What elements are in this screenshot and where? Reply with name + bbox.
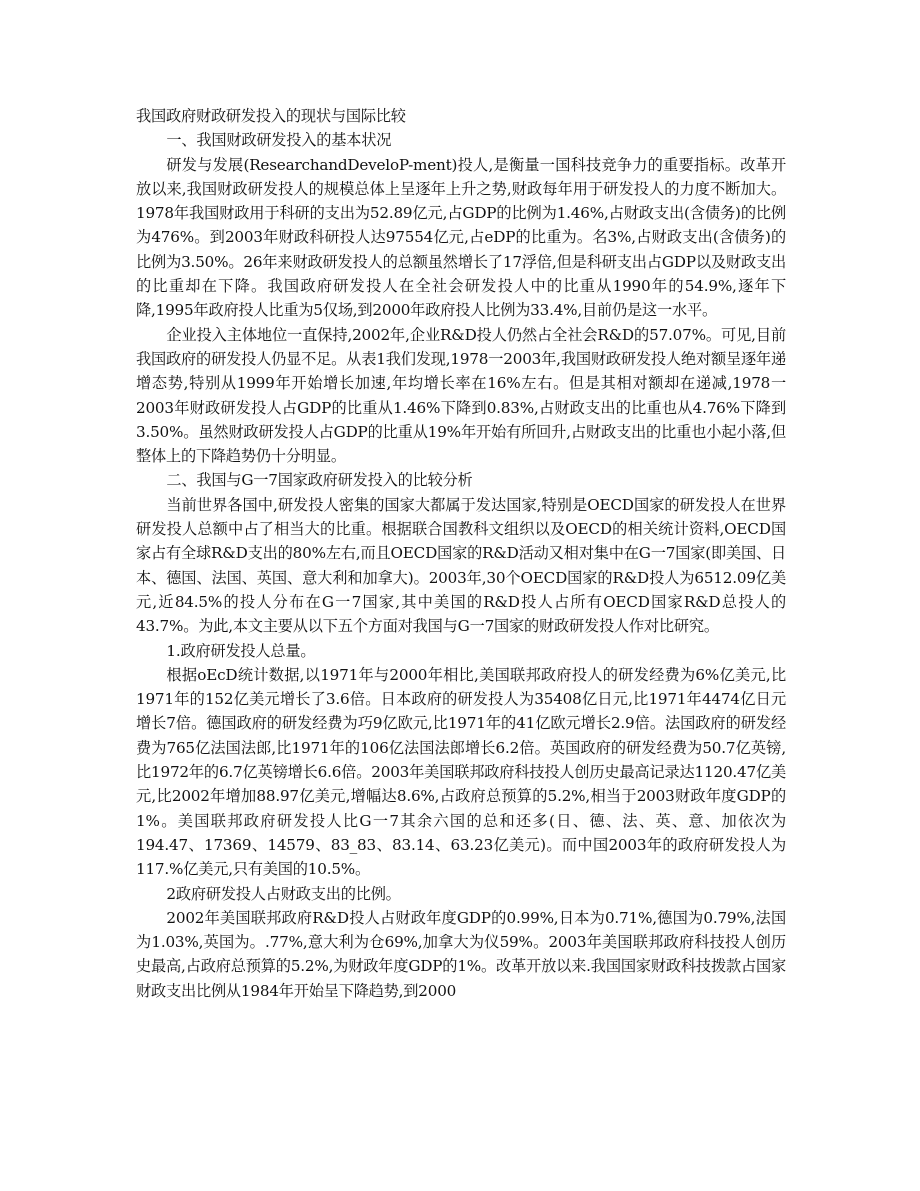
section-heading-1: 一、我国财政研发投入的基本状况 (166, 131, 392, 150)
paragraph-2: 企业投入主体地位一直保持,2002年,企业R&D投人仍然占全社会R&D的57.07%。可见,目前我国政府的研发投人仍显不足。从表1我们发现,1978一2003年,我国财政研发投人绝对额呈逐年递增态势,特别从1999年开始增长加速,年均增长率在16%左右。但是其相对额却在递减,1978一2003年财政研发投人占GDP的比重从1.46%下降到0.83%,占财政支出的比重也从4.76%下降到3.50%。虽然财政研发投人占GDP的比重从19%年开始有所回升,占财政支出的比重也小起小落,但整体上的下降趋势仍十分明显。 (136, 325, 786, 466)
document-page (136, 104, 786, 1003)
paragraph-3: 当前世界各国中,研发投人密集的国家大都属于发达国家,特别是OECD国家的研发投人在世界研发投人总额中占了相当大的比重。根据联合国教科文组织以及OECD的相关统计资料,OECD国家占有全球R&D支出的80%左右,而且OECD国家的R&D活动又相对集中在G一7国家(即美国、日本、德国、法国、英国、意大利和加拿大)。2003年,30个OECD国家的R&D投人为6512.09亿美元,近84.5%的投人分布在G一7国家,其中美国的R&D投人占所有OECD国家R&D总投人的43.7%。为此,本文主要从以下五个方面对我国与G一7国家的财政研发投人作对比研究。 (136, 495, 786, 636)
paragraph-5: 2002年美国联邦政府R&D投人占财政年度GDP的0.99%,日本为0.71%,德国为0.79%,法国为1.03%,英国为。.77%,意大利为仓69%,加拿大为仪59%。2003年美国联邦政府科技投人创历史最高,占政府总预算的5.2%,为财政年度GDP的1%。改革开放以来.我国国家财政科技拨款占国家财政支出比例从1984年开始呈下降趋势,到2000 (136, 908, 786, 1000)
paragraph-1: 研发与发展(ResearchandDeveloP-ment)投人,是衡量一国科技竞争力的重要指标。改革开放以来,我国财政研发投人的规模总体上呈逐年上升之势,财政每年用于研发投人的力度不断加大。1978年我国财政用于科研的支出为52.89亿元,占GDP的比例为1.46%,占财政支出(含债务)的比例为476%。到2003年财政科研投人达97554亿元,占eDP的比重为。名3%,占财政支出(含债务)的比例为3.50%。26年来财政研发投人的总额虽然增长了17浮倍,但是科研支出占GDP以及财政支出的比重却在下降。我国政府研发投人在全社会研发投人中的比重从1990年的54.9%,逐年下降,1995年政府投人比重为5仅场,到2000年政府投人比例为33.4%,目前仍是这一水平。 (136, 155, 786, 320)
subsection-heading-2: 2政府研发投人占财政支出的比例。 (166, 884, 401, 903)
document-title: 我国政府财政研发投入的现状与国际比较 (136, 107, 406, 125)
subsection-heading-1: 1.政府研发投人总量。 (166, 641, 316, 660)
section-heading-2: 二、我国与G一7国家政府研发投入的比较分析 (166, 471, 473, 490)
paragraph-4: 根据oEcD统计数据,以1971年与2000年相比,美国联邦政府投人的研发经费为6%亿美元,比1971年的152亿美元增长了3.6倍。日本政府的研发投人为35408亿日元,比1971年4474亿日元增长7倍。德国政府的研发经费为巧9亿欧元,比1971年的41亿欧元增长2.9倍。法国政府的研发经费为765亿法国法郎,比1971年的106亿法国法郎增长6.2倍。英国政府的研发经费为50.7亿英镑,比1972年的6.7亿英镑增长6.6倍。2003年美国联邦政府科技投人创历史最高记录达1120.47亿美元,比2002年增加88.97亿美元,增幅达8.6%,占政府总预算的5.2%,相当于2003财政年度GDP的1%。美国联邦政府研发投人比G一7其余六国的总和还多(日、德、法、英、意、加依次为194.47、17369、14579、83_83、83.14、63.23亿美元)。而中国2003年的政府研发投人为117.%亿美元,只有美国的10.5%。 (136, 665, 786, 879)
